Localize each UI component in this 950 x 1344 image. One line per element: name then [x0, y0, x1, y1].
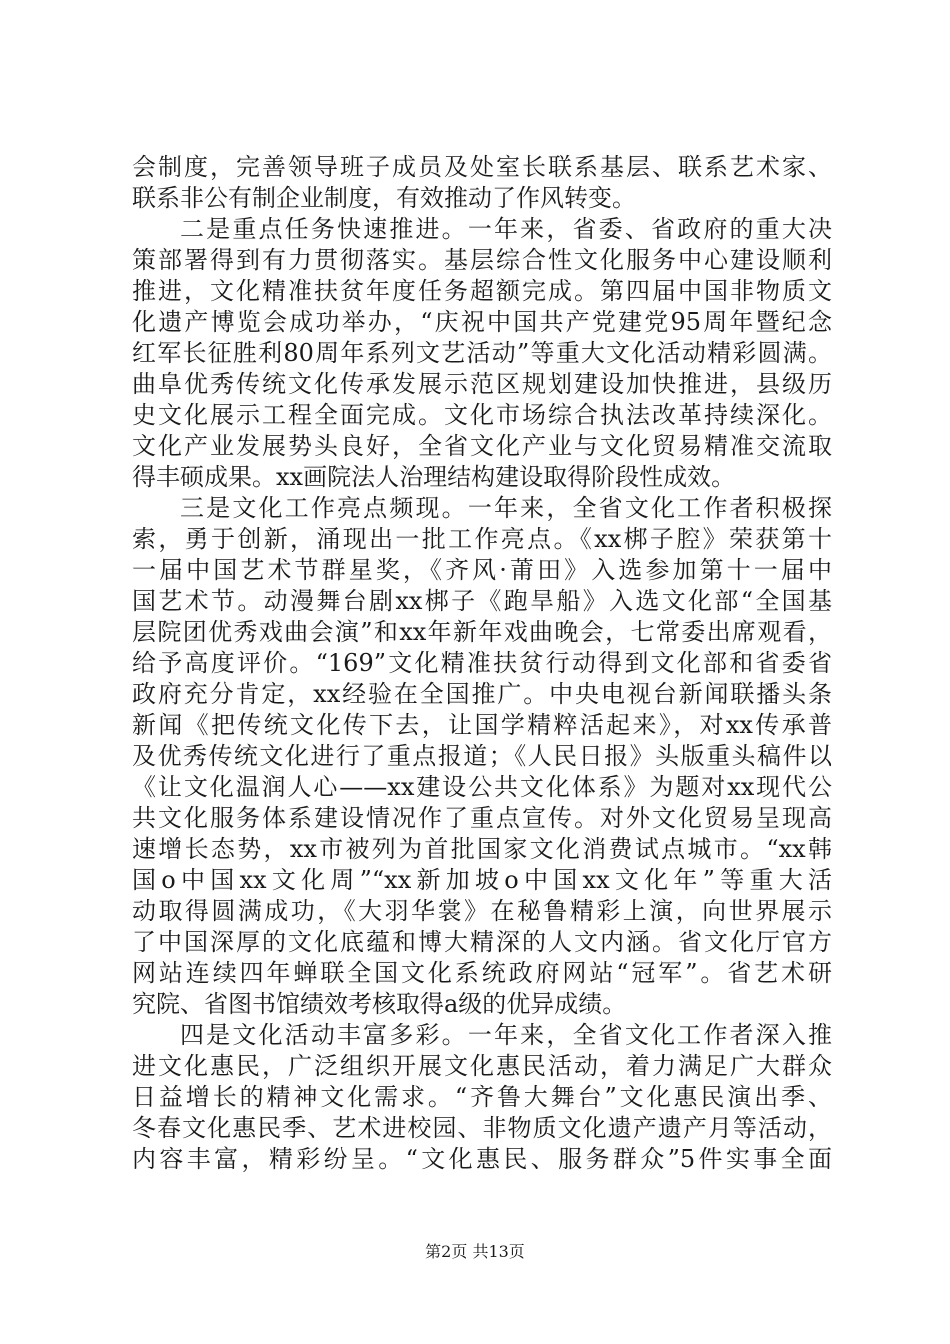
text-line: 曲阜优秀传统文化传承发展示范区规划建设加快推进，县级历 — [132, 370, 832, 398]
text-line: 文化产业发展势头良好，全省文化产业与文化贸易精准交流取 — [132, 432, 832, 460]
text-line: 内容丰富，精彩纷呈。“文化惠民、服务群众”5件实事全面 — [132, 1145, 832, 1173]
text-line: 层院团优秀戏曲会演”和xx年新年戏曲晚会，七常委出席观看， — [132, 618, 832, 646]
text-line: 究院、省图书馆绩效考核取得a级的优异成绩。 — [132, 990, 627, 1018]
text-line: 国艺术节。动漫舞台剧xx梆子《跑旱船》入选文化部“全国基 — [132, 587, 832, 615]
paragraph-start-line: 二是重点任务快速推进。一年来，省委、省政府的重大决 — [180, 215, 832, 243]
text-line: 一届中国艺术节群星奖，《齐风·莆田》入选参加第十一届中 — [132, 556, 832, 584]
text-line: 新闻《把传统文化传下去，让国学精粹活起来》，对xx传承普 — [132, 711, 832, 739]
text-line: 给予高度评价。“169”文化精准扶贫行动得到文化部和省委省 — [132, 649, 832, 677]
text-line: 会制度，完善领导班子成员及处室长联系基层、联系艺术家、 — [132, 153, 832, 181]
text-line: 国o中国xx文化周”“xx新加坡o中国xx文化年”等重大活 — [132, 866, 832, 894]
text-line: 动取得圆满成功，《大羽华裳》在秘鲁精彩上演，向世界展示 — [132, 897, 832, 925]
text-line: 联系非公有制企业制度，有效推动了作风转变。 — [132, 184, 636, 212]
text-line: 了中国深厚的文化底蕴和博大精深的人文内涵。省文化厅官方 — [132, 928, 832, 956]
text-line: 推进，文化精准扶贫年度任务超额完成。第四届中国非物质文 — [132, 277, 832, 305]
text-line: 及优秀传统文化进行了重点报道；《人民日报》头版重头稿件以 — [132, 742, 832, 770]
text-line: 得丰硕成果。xx画院法人治理结构建设取得阶段性成效。 — [132, 463, 736, 491]
text-line: 化遗产博览会成功举办，“庆祝中国共产党建党95周年暨纪念 — [132, 308, 832, 336]
page-number-footer: 第2页 共13页 — [425, 1242, 525, 1261]
text-line: 网站连续四年蝉联全国文化系统政府网站“冠军”。省艺术研 — [132, 959, 832, 987]
document-body — [132, 152, 832, 1175]
text-line: 日益增长的精神文化需求。“齐鲁大舞台”文化惠民演出季、 — [132, 1083, 832, 1111]
text-line: 索，勇于创新，涌现出一批工作亮点。《xx梆子腔》荣获第十 — [132, 525, 832, 553]
text-line: 冬春文化惠民季、艺术进校园、非物质文化遗产遗产月等活动， — [132, 1114, 832, 1142]
text-line: 进文化惠民，广泛组织开展文化惠民活动，着力满足广大群众 — [132, 1052, 832, 1080]
text-line: 速增长态势，xx市被列为首批国家文化消费试点城市。“xx韩 — [132, 835, 832, 863]
text-line: 史文化展示工程全面完成。文化市场综合执法改革持续深化。 — [132, 401, 832, 429]
text-line: 共文化服务体系建设情况作了重点宣传。对外文化贸易呈现高 — [132, 804, 832, 832]
paragraph-start-line: 四是文化活动丰富多彩。一年来，全省文化工作者深入推 — [180, 1021, 832, 1049]
paragraph-start-line: 三是文化工作亮点频现。一年来，全省文化工作者积极探 — [180, 494, 832, 522]
text-line: 策部署得到有力贯彻落实。基层综合性文化服务中心建设顺利 — [132, 246, 832, 274]
text-line: 《让文化温润人心——xx建设公共文化体系》为题对xx现代公 — [132, 773, 832, 801]
text-line: 政府充分肯定，xx经验在全国推广。中央电视台新闻联播头条 — [132, 680, 832, 708]
text-line: 红军长征胜利80周年系列文艺活动”等重大文化活动精彩圆满。 — [132, 339, 832, 367]
